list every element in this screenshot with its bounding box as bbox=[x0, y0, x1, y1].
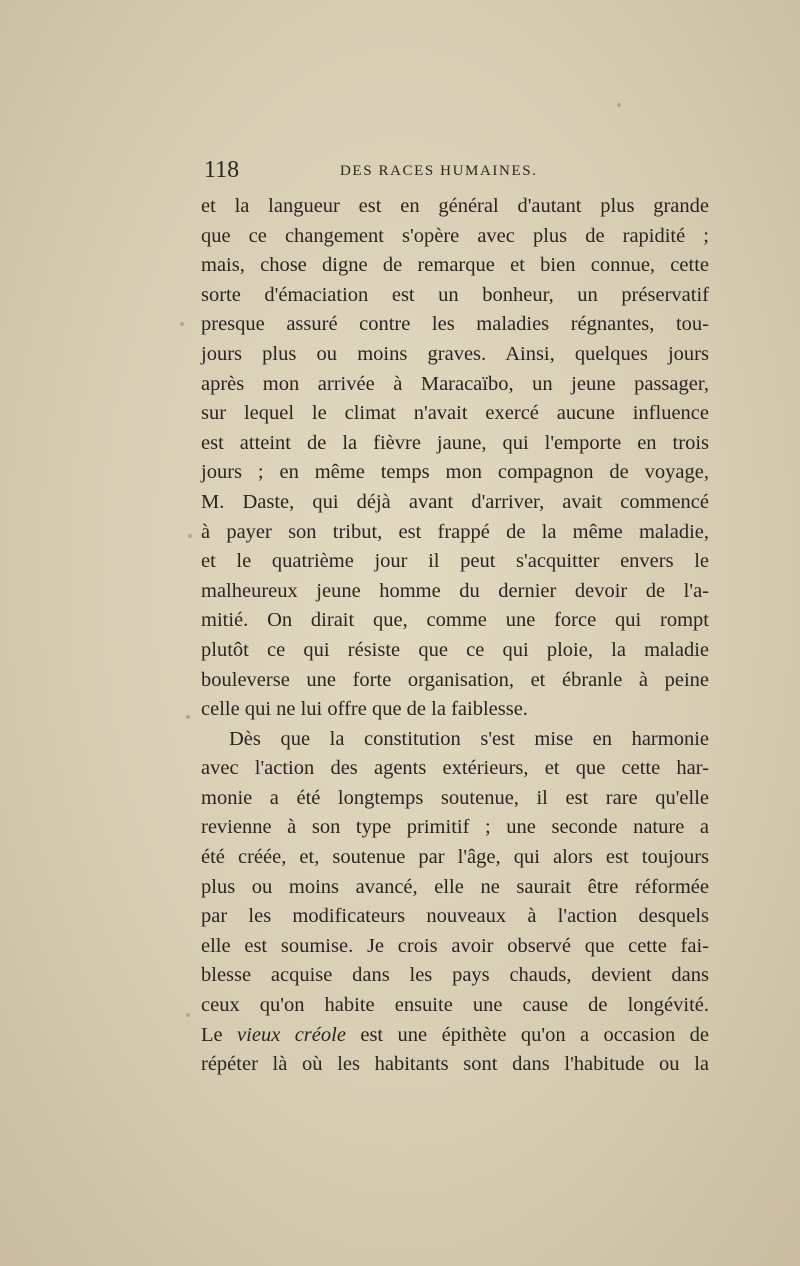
text-line: mitié. On dirait que, comme une force qui rompt bbox=[201, 609, 709, 632]
text-line: celle qui ne lui offre que de la faiblesse. bbox=[201, 698, 528, 721]
text-line: monie a été longtemps soutenue, il est rare qu'elle bbox=[201, 786, 709, 809]
line-suffix: est une épithète qu'on a occasion de bbox=[345, 1023, 709, 1046]
text-line: est atteint de la fièvre jaune, qui l'emporte en trois bbox=[201, 431, 709, 454]
text-line: elle est soumise. Je crois avoir observé que cette fai- bbox=[201, 934, 709, 957]
text-line: M. Daste, qui déjà avant d'arriver, avait commencé bbox=[201, 490, 709, 513]
text-line: Dès que la constitution s'est mise en harmonie bbox=[229, 727, 709, 750]
text-line: malheureux jeune homme du dernier devoir de l'a- bbox=[201, 579, 709, 602]
text-line: plutôt ce qui résiste que ce qui ploie, la maladie bbox=[201, 638, 709, 661]
text-line: bouleverse une forte organisation, et ébranle à peine bbox=[201, 668, 709, 691]
text-line: revienne à son type primitif ; une seconde nature a bbox=[201, 816, 709, 839]
text-line: avec l'action des agents extérieurs, et que cette har- bbox=[201, 757, 709, 780]
body-text bbox=[201, 192, 709, 1080]
paper-speck bbox=[186, 715, 190, 719]
paper-speck bbox=[186, 1013, 190, 1017]
text-line: sur lequel le climat n'avait exercé aucune influence bbox=[201, 402, 709, 425]
text-line: par les modificateurs nouveaux à l'action desquels bbox=[201, 905, 709, 928]
text-line: jours ; en même temps mon compagnon de voyage, bbox=[201, 461, 709, 484]
text-line: à payer son tribut, est frappé de la même maladie, bbox=[201, 520, 709, 543]
text-line: jours plus ou moins graves. Ainsi, quelques jours bbox=[201, 342, 709, 365]
text-line: sorte d'émaciation est un bonheur, un préservatif bbox=[201, 283, 709, 306]
italic-phrase: vieux créole bbox=[237, 1023, 346, 1046]
running-title: DES RACES HUMAINES. bbox=[340, 163, 538, 179]
text-line: que ce changement s'opère avec plus de rapidité ; bbox=[201, 224, 709, 247]
text-line: répéter là où les habitants sont dans l'habitude ou la bbox=[201, 1053, 709, 1076]
text-line: été créée, et, soutenue par l'âge, qui alors est toujours bbox=[201, 846, 709, 869]
text-line: et la langueur est en général d'autant plus grande bbox=[201, 195, 709, 217]
paper-speck bbox=[180, 322, 184, 326]
line-prefix: Le bbox=[201, 1023, 238, 1046]
paper-speck bbox=[617, 103, 621, 107]
paragraph-2 bbox=[201, 725, 709, 1021]
text-line: après mon arrivée à Maracaïbo, un jeune passager, bbox=[201, 372, 709, 395]
page-number: 118 bbox=[204, 157, 240, 183]
text-line: mais, chose digne de remarque et bien connue, cette bbox=[201, 254, 709, 277]
text-line: blesse acquise dans les pays chauds, devient dans bbox=[201, 964, 709, 987]
text-line: presque assuré contre les maladies régnantes, tou- bbox=[201, 313, 709, 336]
paragraph-1 bbox=[201, 192, 709, 725]
text-line: ceux qu'on habite ensuite une cause de longévité. bbox=[201, 994, 709, 1017]
text-line: plus ou moins avancé, elle ne saurait être réformée bbox=[201, 875, 709, 898]
running-head bbox=[200, 155, 710, 185]
text-line-with-italic bbox=[201, 1021, 709, 1051]
text-line: et le quatrième jour il peut s'acquitter envers le bbox=[201, 550, 709, 573]
paper-speck bbox=[188, 534, 192, 538]
paragraph-3 bbox=[201, 1021, 709, 1080]
